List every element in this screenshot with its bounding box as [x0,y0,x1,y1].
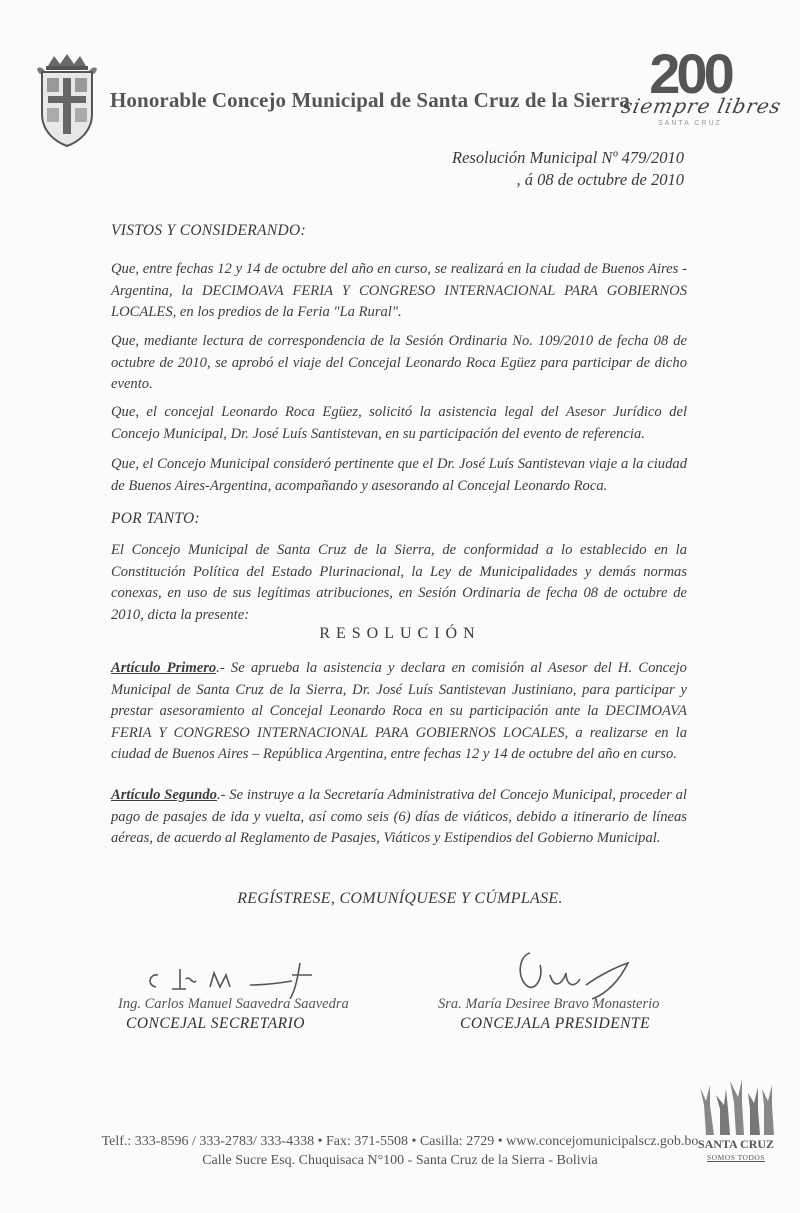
secretary-name: Ing. Carlos Manuel Saavedra Saavedra [118,996,349,1012]
secretary-title: CONCEJAL SECRETARIO [126,1015,305,1032]
santa-cruz-logo-tagline: SOMOS TODOS [707,1153,765,1162]
santa-cruz-figures-icon [696,1075,776,1137]
article-first-label: Artículo Primero [111,660,217,676]
paragraph-4: Que, el Concejo Municipal consideró pertinente que el Dr. José Luís Santistevan viaje a la ciudad de Buenos Aires-Argentina, acompañando y asesorando al Concejal Leonardo Roca. [111,456,687,494]
coat-of-arms-icon [34,52,100,150]
paragraph-5: El Concejo Municipal de Santa Cruz de la Sierra, de conformidad a lo establecido en la Constitución Política del Estado Plurinacional, la Ley de Municipalidades y demás normas conexas, en uso de sus legítimas atribuciones, en Sesión Ordinaria de fecha 08 de octubre de 2010, dicta la presente: [111,542,687,623]
article-first [111,658,687,766]
resolution-header [452,147,684,191]
footer-line-2: Calle Sucre Esq. Chuquisaca N°100 - Santa Cruz de la Sierra - Bolivia [202,1153,598,1168]
paragraph-2: Que, mediante lectura de correspondencia de la Sesión Ordinaria No. 109/2010 de fecha 08 de octubre de 2010, se aprobó el viaje del Concejal Leonardo Roca Egüez para participar de dicho evento. [111,333,687,393]
por-tanto-heading: POR TANTO: [111,510,200,527]
article-second [111,785,687,850]
footer-contact [0,1132,800,1170]
anniversary-script: siempre libres [619,94,784,118]
paragraph-1: Que, entre fechas 12 y 14 de octubre del año en curso, se realizará en la ciudad de Buenos Aires - Argentina, la DECIMOAVA FERIA Y CONGRESO INTERNACIONAL PARA GOBIERNOS LOCALES, en los predios de la Feria "La Rural". [111,261,687,321]
resolucion-heading: RESOLUCIÓN [319,625,481,642]
paragraph-3: Que, el concejal Leonardo Roca Egüez, solicitó la asistencia legal del Asesor Jurídico del Concejo Municipal, Dr. José Luís Santistevan, en su participación del evento de referencia. [111,404,687,442]
bicentennial-logo-icon [619,42,784,136]
anniversary-number: 200 [649,42,731,105]
footer-line-1: Telf.: 333-8596 / 333-2783/ 333-4338 • Fax: 371-5508 • Casilla: 2729 • www.concejomunicipalscz.gob.bo [101,1134,699,1149]
anniversary-sub: SANTA CRUZ [658,120,722,127]
signature-block-secretary [118,996,349,1033]
article-second-label: Artículo Segundo [111,787,217,803]
article-second-text: .- Se instruye a la Secretaría Administrativa del Concejo Municipal, proceder al pago de pasajes de ida y vuelta, así como seis (6) días de viáticos, debido a itinerario de líneas aéreas, de acuerdo al Reglamento de Pasajes, Viáticos y Estipendios del Gobierno Municipal. [111,787,687,847]
vistos-heading: VISTOS Y CONSIDERANDO: [111,222,306,239]
resolution-date: , á 08 de octubre de 2010 [516,170,684,189]
president-name: Sra. María Desiree Bravo Monasterio [438,996,660,1012]
resolution-number: Resolución Municipal Nº 479/2010 [452,148,684,167]
santa-cruz-logo-text: SANTA CRUZ [697,1137,775,1151]
closing-statement: REGÍSTRESE, COMUNÍQUESE Y CÚMPLASE. [237,890,563,907]
signature-block-president [438,996,659,1033]
santa-cruz-logo-icon [696,1075,776,1170]
council-name: Honorable Concejo Municipal de Santa Cruz de la Sierra [110,88,630,112]
article-first-text: .- Se aprueba la asistencia y declara en comisión al Asesor del H. Concejo Municipal de Santa Cruz de la Sierra, Dr. José Luís Santistevan Justiniano, para participar y prestar asesoramiento al Concejal Leonardo Roca en su participación ante la DECIMOAVA FERIA Y CONGRESO INTERNACIONAL PARA GOBIERNOS LOCALES, a realizarse en la ciudad de Buenos Aires – República Argentina, entre fechas 12 y 14 de octubre del año en curso. [111,660,687,763]
president-title: CONCEJALA PRESIDENTE [460,1015,651,1032]
